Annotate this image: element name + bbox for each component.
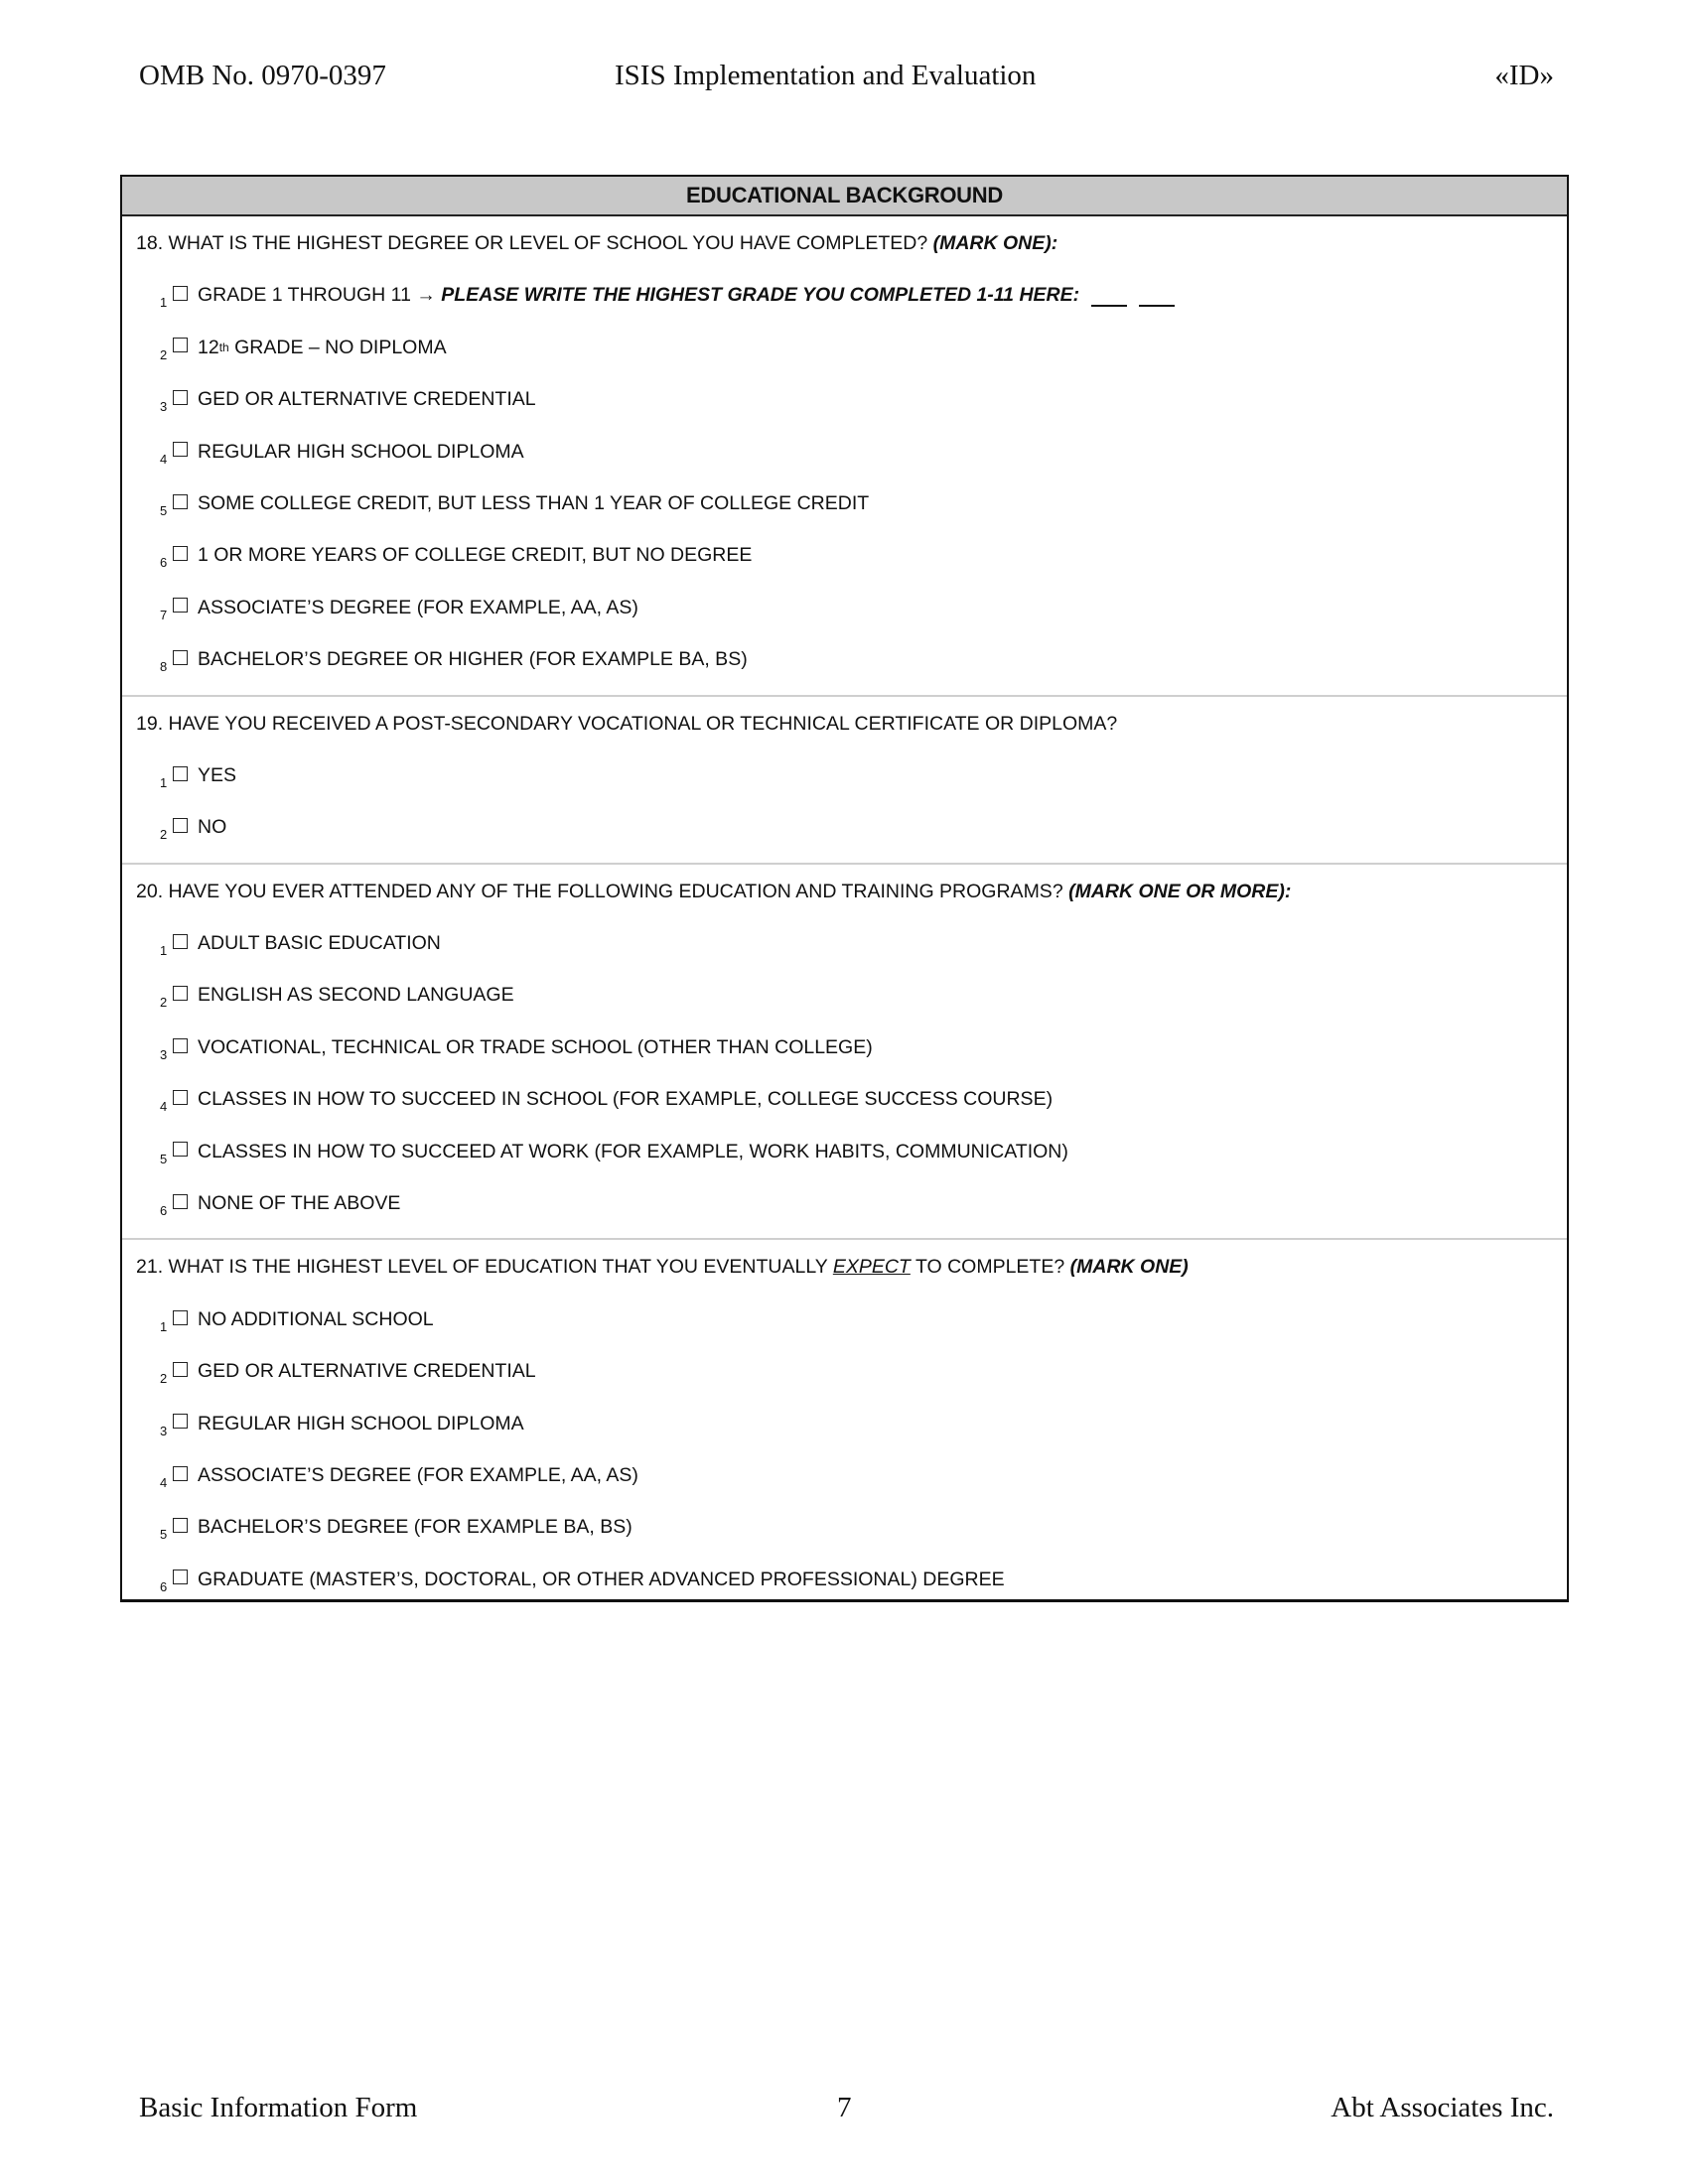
grade-digit-blank[interactable] [1139, 285, 1175, 307]
question-text: 19. HAVE YOU RECEIVED A POST-SECONDARY VOCATIONAL OR TECHNICAL CERTIFICATE OR DIPLOMA? [136, 712, 1118, 735]
checkbox[interactable] [173, 1194, 188, 1209]
option-row[interactable] [122, 1177, 1567, 1229]
option-row[interactable] [122, 969, 1567, 1021]
option-row[interactable] [122, 801, 1567, 853]
checkbox[interactable] [173, 1310, 188, 1325]
option-row[interactable] [122, 269, 1567, 321]
option-number: 1 [160, 295, 168, 311]
option-number: 6 [160, 1578, 168, 1594]
checkbox[interactable] [173, 1142, 188, 1157]
option-label: SOME COLLEGE CREDIT, BUT LESS THAN 1 YEAR OF COLLEGE CREDIT [198, 491, 870, 514]
option-label: GED OR ALTERNATIVE CREDENTIAL [198, 388, 536, 411]
checkbox[interactable] [173, 286, 188, 301]
question-label: 21. WHAT IS THE HIGHEST LEVEL OF EDUCATION THAT YOU EVENTUALLY [136, 1256, 828, 1279]
option-number: 2 [160, 346, 168, 362]
option-number: 1 [160, 1318, 168, 1334]
option-label: GRADE – NO DIPLOMA [234, 336, 447, 358]
question-19 [122, 697, 1567, 865]
option-label: 1 OR MORE YEARS OF COLLEGE CREDIT, BUT NO DEGREE [198, 544, 753, 567]
option-row[interactable] [122, 426, 1567, 478]
option-number: 5 [160, 1151, 168, 1166]
grade-digit-blank[interactable] [1091, 285, 1127, 307]
page-number: 7 [837, 2092, 852, 2123]
option-row[interactable] [122, 917, 1567, 969]
option-label: VOCATIONAL, TECHNICAL OR TRADE SCHOOL (OTHER THAN COLLEGE) [198, 1035, 873, 1058]
checkbox[interactable] [173, 390, 188, 405]
instruction-note: (MARK ONE) [1069, 1256, 1189, 1279]
option-row[interactable] [122, 750, 1567, 801]
option-number: 2 [160, 1371, 168, 1387]
option-label: YES [198, 763, 237, 786]
question-18 [122, 216, 1567, 697]
checkbox[interactable] [173, 442, 188, 457]
option-number: 3 [160, 399, 168, 415]
respondent-id: «ID» [1494, 60, 1554, 91]
option-number: 3 [160, 1423, 168, 1438]
option-number: 5 [160, 502, 168, 518]
option-row[interactable] [122, 1126, 1567, 1177]
option-row[interactable] [122, 1073, 1567, 1125]
option-number: 7 [160, 607, 168, 622]
option-label: NONE OF THE ABOVE [198, 1192, 401, 1215]
question-text [122, 1241, 1567, 1293]
checkbox[interactable] [173, 818, 188, 833]
emphasis-word: EXPECT [832, 1256, 911, 1279]
checkbox[interactable] [173, 1414, 188, 1429]
question-label: 18. WHAT IS THE HIGHEST DEGREE OR LEVEL OF SCHOOL YOU HAVE COMPLETED? [136, 232, 928, 254]
checkbox[interactable] [173, 494, 188, 509]
option-number: 2 [160, 995, 168, 1011]
question-21 [122, 1240, 1567, 1614]
form-name: Basic Information Form [139, 2092, 418, 2123]
option-row[interactable] [122, 1022, 1567, 1073]
option-number: 1 [160, 774, 168, 790]
question-20 [122, 865, 1567, 1241]
checkbox[interactable] [173, 1570, 188, 1584]
checkbox[interactable] [173, 986, 188, 1001]
checkbox[interactable] [173, 1466, 188, 1481]
arrow-right-icon: → [416, 284, 436, 307]
document-title: ISIS Implementation and Evaluation [615, 60, 1037, 91]
checkbox[interactable] [173, 766, 188, 781]
instruction-note: (MARK ONE OR MORE): [1068, 880, 1292, 902]
option-number: 4 [160, 1099, 168, 1115]
option-row[interactable] [122, 1554, 1567, 1605]
checkbox[interactable] [173, 338, 188, 352]
option-label: GRADUATE (MASTER’S, DOCTORAL, OR OTHER ADVANCED PROFESSIONAL) DEGREE [198, 1568, 1005, 1590]
option-row[interactable] [122, 1398, 1567, 1449]
omb-number: OMB No. 0970-0397 [139, 60, 386, 91]
company-name: Abt Associates Inc. [1331, 2092, 1554, 2123]
option-label: NO ADDITIONAL SCHOOL [198, 1307, 434, 1330]
option-number: 6 [160, 1203, 168, 1219]
option-row[interactable] [122, 478, 1567, 529]
option-number: 3 [160, 1046, 168, 1062]
option-label: ENGLISH AS SECOND LANGUAGE [198, 984, 514, 1007]
option-row[interactable] [122, 322, 1567, 373]
option-row[interactable] [122, 373, 1567, 425]
checkbox[interactable] [173, 934, 188, 949]
option-row[interactable] [122, 529, 1567, 581]
option-label: 12 [198, 336, 219, 358]
option-row[interactable] [122, 1449, 1567, 1501]
option-number: 4 [160, 451, 168, 467]
option-label: ASSOCIATE’S DEGREE (FOR EXAMPLE, AA, AS) [198, 1463, 638, 1486]
checkbox[interactable] [173, 598, 188, 613]
checkbox[interactable] [173, 546, 188, 561]
option-number: 2 [160, 827, 168, 843]
option-number: 5 [160, 1527, 168, 1543]
checkbox[interactable] [173, 1362, 188, 1377]
question-label: 20. HAVE YOU EVER ATTENDED ANY OF THE FOLLOWING EDUCATION AND TRAINING PROGRAMS? [136, 880, 1063, 902]
option-label: BACHELOR’S DEGREE (FOR EXAMPLE BA, BS) [198, 1516, 633, 1539]
option-label: ASSOCIATE’S DEGREE (FOR EXAMPLE, AA, AS) [198, 596, 638, 618]
option-number: 8 [160, 659, 168, 675]
option-row[interactable] [122, 633, 1567, 685]
option-label: CLASSES IN HOW TO SUCCEED AT WORK (FOR EXAMPLE, WORK HABITS, COMMUNICATION) [198, 1140, 1068, 1162]
checkbox[interactable] [173, 1518, 188, 1533]
instruction-note: (MARK ONE): [932, 232, 1058, 254]
option-number: 1 [160, 943, 168, 959]
option-label: REGULAR HIGH SCHOOL DIPLOMA [198, 1412, 524, 1434]
question-label: TO COMPLETE? [914, 1256, 1065, 1279]
option-label: GED OR ALTERNATIVE CREDENTIAL [198, 1360, 536, 1383]
checkbox[interactable] [173, 1090, 188, 1105]
option-label: GRADE 1 THROUGH 11 [198, 284, 411, 307]
option-label: NO [198, 816, 227, 839]
option-number: 6 [160, 555, 168, 571]
section-title: EDUCATIONAL BACKGROUND [122, 177, 1567, 216]
option-row[interactable] [122, 1501, 1567, 1553]
ordinal-suffix: th [218, 340, 229, 354]
option-row[interactable] [122, 1345, 1567, 1397]
option-number: 4 [160, 1474, 168, 1490]
checkbox[interactable] [173, 1038, 188, 1053]
instruction-note: PLEASE WRITE THE HIGHEST GRADE YOU COMPLETED 1-11 HERE: [441, 284, 1080, 307]
option-row[interactable] [122, 582, 1567, 633]
option-label: CLASSES IN HOW TO SUCCEED IN SCHOOL (FOR EXAMPLE, COLLEGE SUCCESS COURSE) [198, 1088, 1054, 1111]
question-text [122, 866, 1567, 917]
option-row[interactable] [122, 1294, 1567, 1345]
checkbox[interactable] [173, 650, 188, 665]
educational-background-table [120, 175, 1569, 1602]
option-label: BACHELOR’S DEGREE OR HIGHER (FOR EXAMPLE BA, BS) [198, 648, 748, 671]
option-label: REGULAR HIGH SCHOOL DIPLOMA [198, 440, 524, 463]
option-label: ADULT BASIC EDUCATION [198, 932, 441, 955]
question-text [122, 217, 1567, 269]
